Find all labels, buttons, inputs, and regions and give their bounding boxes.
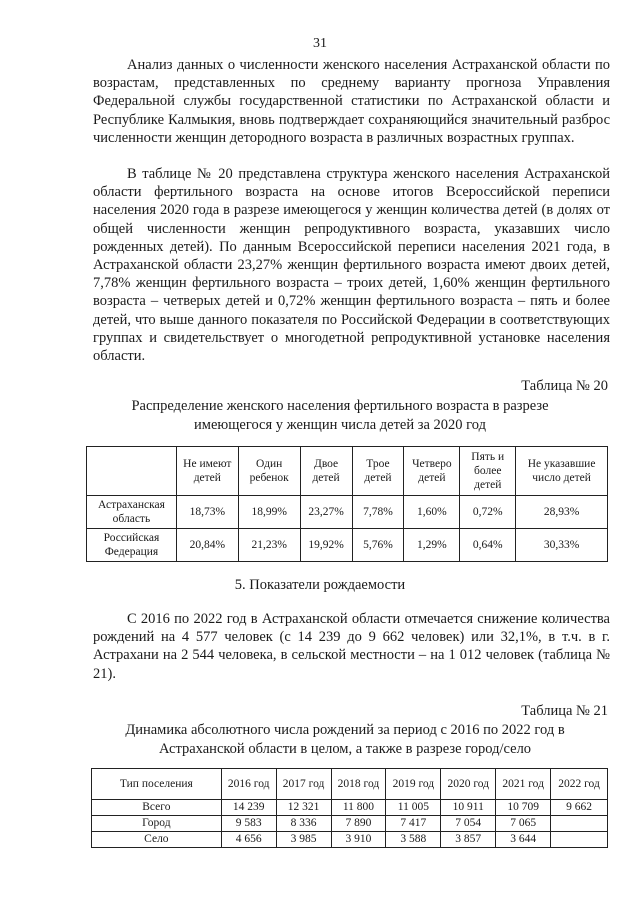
table21-cell: 10 709 bbox=[496, 800, 551, 816]
table21-cell: 9 662 bbox=[551, 800, 608, 816]
table21-cell: 10 911 bbox=[441, 800, 496, 816]
table21-header-cell: 2021 год bbox=[496, 769, 551, 800]
table20-header-cell: Трое детей bbox=[352, 447, 404, 496]
table20-row-label: Российская Федерация bbox=[87, 529, 177, 562]
table20-header-row bbox=[87, 447, 608, 496]
table21-cell: 12 321 bbox=[276, 800, 331, 816]
table20-cell: 7,78% bbox=[352, 496, 404, 529]
table20-cell: 18,99% bbox=[238, 496, 300, 529]
table20-header-cell: Пять и более детей bbox=[460, 447, 516, 496]
table21-label: Таблица № 21 bbox=[521, 703, 608, 719]
table-20 bbox=[86, 446, 608, 562]
table-row bbox=[92, 832, 608, 848]
table21-cell: 3 588 bbox=[386, 832, 441, 848]
table20-cell: 19,92% bbox=[300, 529, 352, 562]
table20-cell: 28,93% bbox=[516, 496, 608, 529]
table20-header-cell: Двое детей bbox=[300, 447, 352, 496]
table21-header-cell: 2018 год bbox=[331, 769, 386, 800]
paragraph-table20-description: В таблице № 20 представлена структура женского населения Астраханской области фертильного возраста на основе итогов Всероссийской переписи населения 2020 года в разрезе имеющегося у женщин количества детей (в долях от общей численности женщин репродуктивного возраста, указавших число рожденных детей). По данным Всероссийской переписи населения 2021 года, в Астраханской области 23,27% женщин фертильного возраста имеют двоих детей, 7,78% женщин фертильного возраста – троих детей, 1,60% женщин фертильного возраста – четверых детей и 0,72% женщин фертильного возраста – пять и более детей, что выше данного показателя по Российской Федерации в соответствующих группах и свидетельствует о многодетной репродуктивной установке населения области. bbox=[93, 166, 610, 365]
table20-header-cell: Четверо детей bbox=[404, 447, 460, 496]
table21-row-label: Всего bbox=[92, 800, 222, 816]
table20-cell: 18,73% bbox=[176, 496, 238, 529]
table-21 bbox=[91, 768, 608, 848]
table20-cell: 21,23% bbox=[238, 529, 300, 562]
table21-cell: 3 857 bbox=[441, 832, 496, 848]
table21-header-cell: 2017 год bbox=[276, 769, 331, 800]
table21-cell: 11 005 bbox=[386, 800, 441, 816]
table21-row-label: Село bbox=[92, 832, 222, 848]
table20-cell: 0,64% bbox=[460, 529, 516, 562]
table21-caption: Динамика абсолютного числа рождений за период с 2016 по 2022 год в Астраханской области в целом, а также в разрезе город/село bbox=[125, 722, 565, 757]
table20-cell: 20,84% bbox=[176, 529, 238, 562]
table20-caption: Распределение женского населения фертильного возраста в разрезе имеющегося у женщин числа детей за 2020 год bbox=[131, 398, 549, 433]
table20-cell: 1,29% bbox=[404, 529, 460, 562]
table20-cell: 30,33% bbox=[516, 529, 608, 562]
table20-row-label: Астраханская область bbox=[87, 496, 177, 529]
table21-cell: 4 656 bbox=[221, 832, 276, 848]
table21-cell bbox=[551, 816, 608, 832]
table21-header-row bbox=[92, 769, 608, 800]
table21-cell: 7 065 bbox=[496, 816, 551, 832]
table21-cell: 7 054 bbox=[441, 816, 496, 832]
table21-cell: 7 890 bbox=[331, 816, 386, 832]
table21-header-cell: Тип поселения bbox=[92, 769, 222, 800]
table20-header-cell bbox=[87, 447, 177, 496]
table20-header-cell: Не имеют детей bbox=[176, 447, 238, 496]
table21-cell: 8 336 bbox=[276, 816, 331, 832]
table21-cell: 3 910 bbox=[331, 832, 386, 848]
page-number: 31 bbox=[313, 36, 327, 51]
table-row bbox=[87, 496, 608, 529]
table-row bbox=[92, 800, 608, 816]
table21-cell: 14 239 bbox=[221, 800, 276, 816]
table-row bbox=[87, 529, 608, 562]
table20-cell: 23,27% bbox=[300, 496, 352, 529]
table21-cell: 3 644 bbox=[496, 832, 551, 848]
table21-header-cell: 2019 год bbox=[386, 769, 441, 800]
section-title: 5. Показатели рождаемости bbox=[234, 577, 406, 593]
table21-cell bbox=[551, 832, 608, 848]
table20-header-cell: Не указавшие число детей bbox=[516, 447, 608, 496]
table21-row-label: Город bbox=[92, 816, 222, 832]
table21-header-cell: 2022 год bbox=[551, 769, 608, 800]
table20-label: Таблица № 20 bbox=[521, 378, 608, 394]
table21-header-cell: 2016 год bbox=[221, 769, 276, 800]
table-row bbox=[92, 816, 608, 832]
table21-header-cell: 2020 год bbox=[441, 769, 496, 800]
table21-cell: 3 985 bbox=[276, 832, 331, 848]
table20-cell: 1,60% bbox=[404, 496, 460, 529]
table20-cell: 5,76% bbox=[352, 529, 404, 562]
table21-cell: 9 583 bbox=[221, 816, 276, 832]
table21-cell: 11 800 bbox=[331, 800, 386, 816]
table20-header-cell: Один ребенок bbox=[238, 447, 300, 496]
paragraph-birth-dynamics: С 2016 по 2022 год в Астраханской области отмечается снижение количества рождений на 4 577 человек (с 14 239 до 9 662 человек) или 32,1%, в т.ч. в г. Астрахани на 2 544 человека, в сельской местности – на 1 012 человек (таблица № 21). bbox=[93, 611, 610, 682]
table20-cell: 0,72% bbox=[460, 496, 516, 529]
table21-cell: 7 417 bbox=[386, 816, 441, 832]
paragraph-age-analysis: Анализ данных о численности женского населения Астраханской области по возрастам, представленных по среднему варианту прогноза Управления Федеральной службы государственной статистики по Астраханской области и Республике Калмыкия, вновь подтверждает сохраняющийся значительный разброс численности женщин детородного возраста в различных возрастных группах. bbox=[93, 57, 610, 146]
